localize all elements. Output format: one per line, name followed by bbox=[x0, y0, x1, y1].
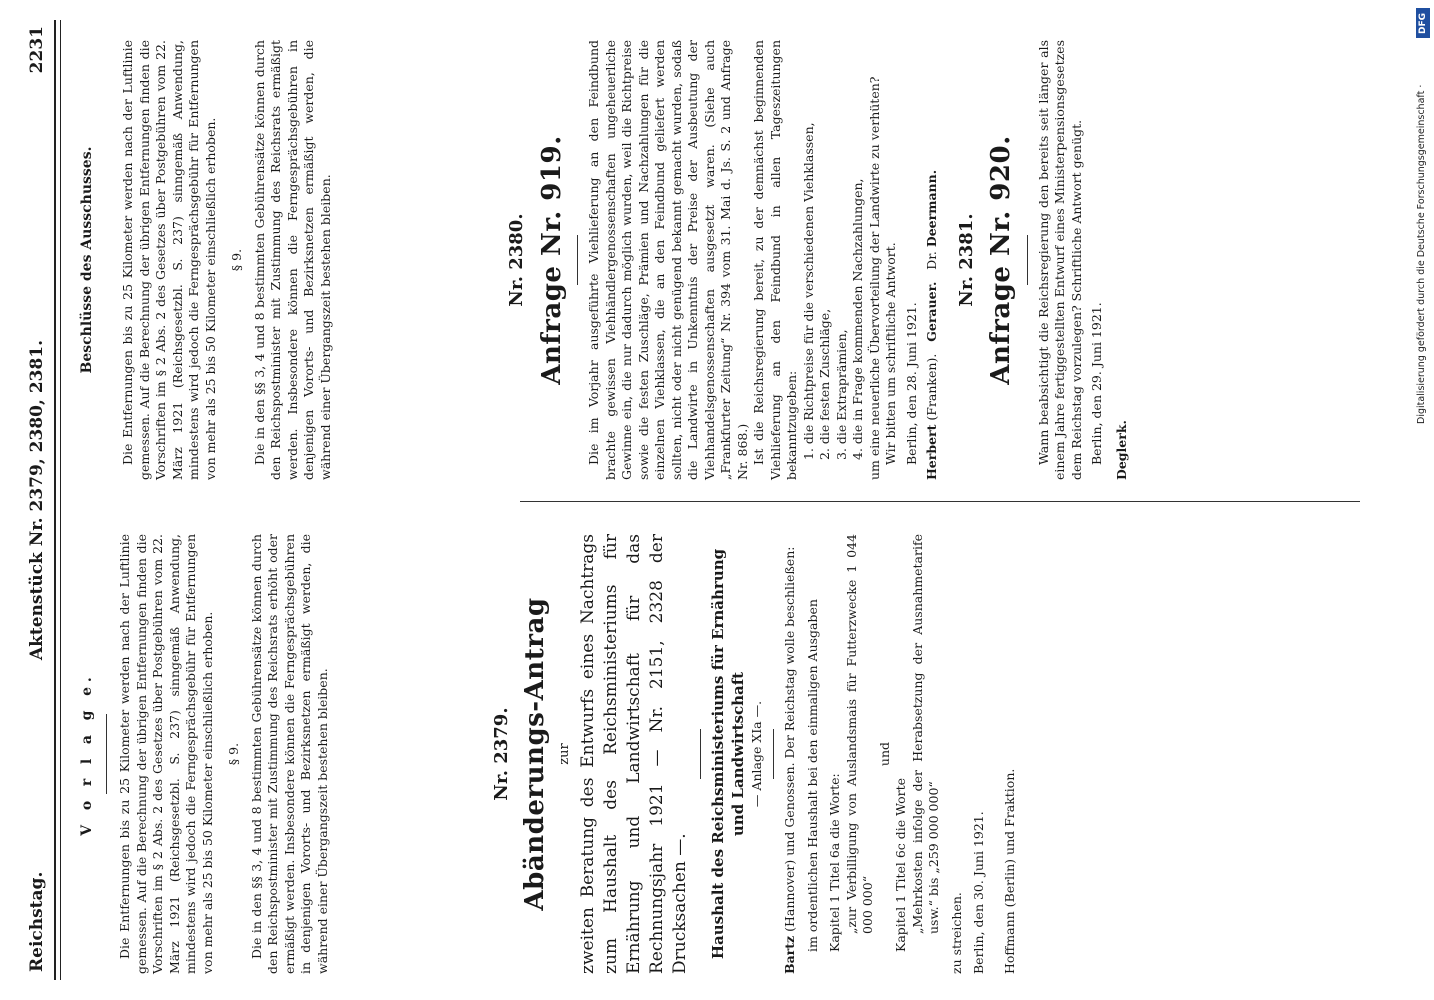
intro-paragraph: zweiten Beratung des Entwurfs eines Nachtrags zum Haushalt des Reichsministeriums für Ernährung und Landwirtschaft für das Rechnungsjahr 1921 — Nr. 2151, 2328 der Drucksachen —. bbox=[578, 534, 690, 974]
credit-text: Digitalisierung gefördert durch die Deutsche Forschungsgemeinschaft · bbox=[1416, 84, 1427, 424]
header-rule bbox=[60, 20, 61, 980]
page-header bbox=[20, 20, 56, 980]
ausschuss-heading: Beschlüsse des Ausschusses. bbox=[79, 146, 95, 374]
signature: Deglerk. bbox=[1113, 420, 1129, 480]
motion-text: (Hannover) und Genossen. Der Reichstag wolle beschließen: bbox=[782, 546, 797, 932]
vorlage-paragraph: Die Entfernungen bis zu 25 Kilometer werden nach der Luftlinie gemessen. Auf die Berechnung der übrigen Entfernungen finden die Vorschriften im § 2 Abs. 2 des Gesetzes über Postgebühren vom 22. März 1921 (Reichsgesetzbl. S. 237) sinngemäß Anwendung, mindestens wird jedoch die Ferngesprächsgebühr für Entfernungen von mehr als 25 bis 50 Kilometer einschließlich erhoben. bbox=[117, 534, 215, 974]
page-number: 2231 bbox=[27, 26, 47, 74]
quoted-words: „zur Verbilligung von Auslandsmais für Futterzwecke 1 044 000 000“ bbox=[843, 534, 875, 934]
list-item: 1. die Richtpreise für die verschiedenen Viehklassen, bbox=[800, 122, 816, 460]
divider bbox=[577, 235, 578, 285]
column-divider bbox=[520, 501, 1360, 502]
section-number: § 9. bbox=[229, 248, 245, 272]
signature: Hoffmann (Berlin) und Fraktion. bbox=[1001, 768, 1017, 974]
dfg-logo: DFG bbox=[1416, 8, 1430, 38]
quoted-words: „Mehrkosten infolge der Herabsetzung der Ausnahmetarife usw.“ bis „259 000 000“ bbox=[909, 534, 941, 934]
vorlage-heading: V o r l a g e. bbox=[79, 672, 95, 836]
divider bbox=[106, 714, 107, 794]
signature: Herbert bbox=[924, 424, 940, 480]
signature: Deermann. bbox=[924, 169, 940, 248]
ausschuss-section bbox=[78, 40, 334, 480]
budget-subheading: Haushalt des Reichsministeriums für Ernährung und Landwirtschaft bbox=[708, 548, 747, 960]
answer-request: Wir bitten um schriftliche Antwort. bbox=[883, 242, 899, 465]
signature: Gerauer. bbox=[924, 281, 940, 342]
vorlage-paragraph: Die in den §§ 3, 4 und 8 bestimmten Gebührensätze können durch den Reichspostminister mit Zustimmung des Reichsrats erhöht oder ermäßigt werden. Insbesondere können die Ferngesprächsgebühren in denjenigen Vororts- und Bezirksnetzen ermäßigt werden, die während einer Übergangszeit bestehen bleiben. bbox=[248, 534, 330, 974]
und-label: und bbox=[876, 741, 892, 767]
list-item: 4. die in Frage kommenden Nachzahlungen, bbox=[850, 178, 866, 460]
document-2379 bbox=[490, 534, 1018, 974]
motion-text: im ordentlichen Haushalt bei den einmaligen Ausgaben bbox=[804, 599, 820, 952]
document-title: Anfrage Nr. 919. bbox=[536, 135, 567, 385]
ausschuss-paragraph: Die in den §§ 3, 4 und 8 bestimmten Gebührensätze können durch den Reichspostminister mit Zustimmung des Reichsrats ermäßigt werden. Insbesondere können die Ferngesprächsgebühren in denjenigen Vororts- und Bezirksnetzen ermäßigt werden, die während einer Übergangszeit bestehen bleiben. bbox=[251, 40, 333, 480]
inquiry-list bbox=[801, 40, 867, 460]
signature-region: (Franken). bbox=[924, 353, 940, 421]
inquiry-paragraph: Die im Vorjahr ausgeführte Viehlieferung an den Feindbund brachte gewissen Viehhändlergenossenschaften ungeheuerliche Gewinne ein, die nur dadurch möglich wurden, weil die Richtpreise sowie die festen Zuschläge, Prämien und Nachzahlungen für die einzelnen Viehklassen, die an den Feindbund geliefert werden sollten, nicht oder nicht genügend bekannt gemacht wurden, sodaß die Landwirte in Unkenntnis der Preise der Ausbeutung der Viehhandelsgenossenschaften ausgesetzt waren. (Siehe auch „Frankfurter Zeitung“ Nr. 394 vom 31. Mai d. Js. S. 2 und Anfrage Nr. 868.) bbox=[586, 40, 750, 480]
inquiry-paragraph: Ist die Reichsregierung bereit, zu der demnächst beginnenden Viehlieferung an den Feindbund in allen Tageszeitungen bekanntzugeben: bbox=[751, 40, 800, 480]
document-2380 bbox=[505, 40, 1130, 480]
document-number: Nr. 2381. bbox=[955, 213, 977, 307]
list-item: 3. die Extraprämien, bbox=[833, 329, 849, 460]
inquiry-paragraph: Wann beabsichtigt die Reichsregierung den bereits seit länger als einem Jahre fertiggestellten Entwurf eines Ministerpensionsgesetzes dem Reichstag vorzulegen? Schriftliche Antwort genügt. bbox=[1035, 40, 1084, 480]
signature-title: Dr. bbox=[924, 251, 940, 270]
digitization-credit bbox=[1416, 8, 1430, 998]
list-item: 2. die festen Zuschläge, bbox=[817, 308, 833, 460]
proposer-name: Bartz bbox=[782, 935, 797, 974]
document-number: Nr. 2379. bbox=[491, 707, 512, 801]
chapter-reference: Kapitel 1 Titel 6c die Worte bbox=[893, 777, 908, 952]
motion-text: zu streichen. bbox=[948, 892, 964, 974]
ausschuss-paragraph: Die Entfernungen bis zu 25 Kilometer werden nach der Luftlinie gemessen. Auf die Berechnung der übrigen Entfernungen finden die Vorschriften im § 2 Abs. 2 des Gesetzes über Postgebühren vom 22. März 1921 (Reichsgesetzbl. S. 237) sinngemäß Anwendung, mindestens wird jedoch die Ferngesprächsgebühr für Entfernungen von mehr als 25 bis 50 Kilometer einschließlich erhoben. bbox=[120, 40, 218, 480]
signatures bbox=[924, 40, 941, 480]
divider bbox=[1027, 235, 1028, 285]
date-line: Berlin, den 30. Juni 1921. bbox=[971, 811, 986, 974]
date-line: Berlin, den 29. Juni 1921. bbox=[1089, 302, 1105, 465]
anlage-label: — Anlage XIa —. bbox=[748, 700, 764, 808]
header-title: Aktenstück Nr. 2379, 2380, 2381. bbox=[27, 339, 47, 661]
divider bbox=[773, 729, 774, 779]
document-number: Nr. 2380. bbox=[506, 213, 527, 307]
rotated-document-page bbox=[20, 20, 1400, 980]
vorlage-section bbox=[78, 534, 331, 974]
divider bbox=[700, 729, 701, 779]
chapter-reference: Kapitel 1 Titel 6a die Worte: bbox=[827, 773, 842, 952]
zur-label: zur bbox=[557, 743, 573, 765]
date-line: Berlin, den 28. Juni 1921. bbox=[903, 302, 919, 465]
document-title: Abänderungs-Antrag bbox=[519, 597, 550, 911]
section-number: § 9. bbox=[226, 742, 242, 766]
header-left: Reichstag. bbox=[27, 871, 47, 972]
inquiry-paragraph: um eine neuerliche Übervorteilung der Landwirte zu verhüten? bbox=[866, 76, 882, 480]
document-title: Anfrage Nr. 920. bbox=[986, 135, 1017, 385]
